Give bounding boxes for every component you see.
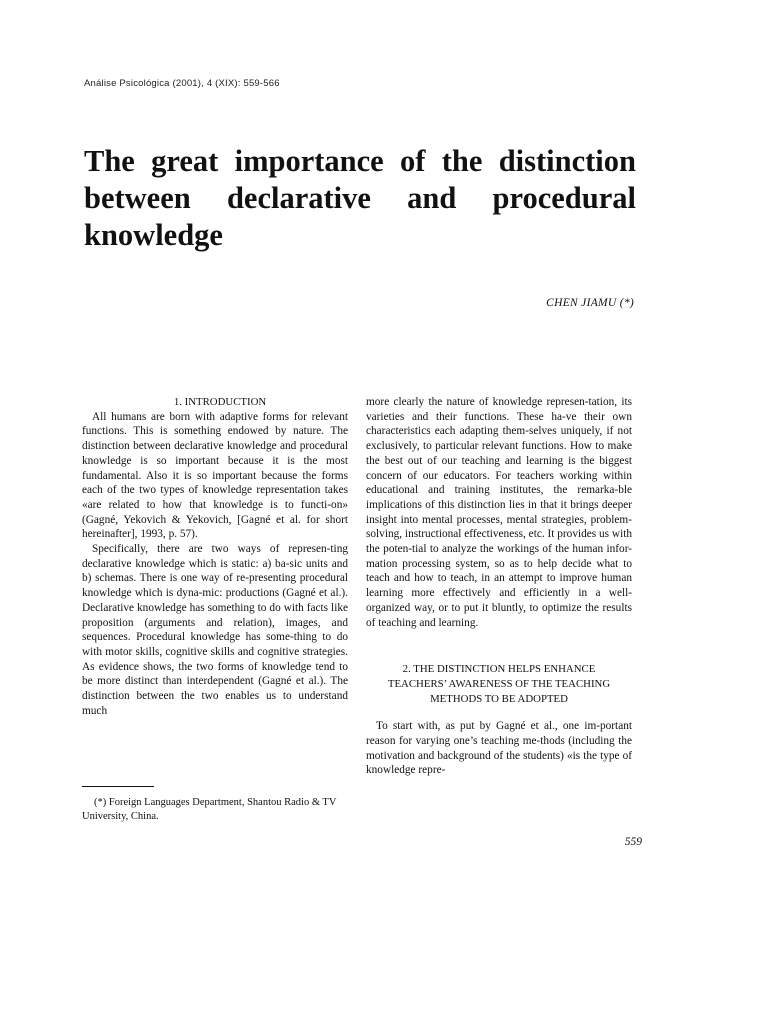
footnote-divider [82,786,154,787]
section-heading-line: 2. THE DISTINCTION HELPS ENHANCE [402,663,596,676]
section-heading-distinction [366,662,632,707]
body-paragraph: All humans are born with adaptive forms for relevant functions. This is something endowed by nature. The distinction between declarative knowledge and procedural knowledge is so important because it is the most fundamental. Also it is so important because the forms each of the two types of knowledge representation takes «are related to how that knowledge is to functi-on» (Gagné, Yekovich & Yekovich, [Gagné et al. for short hereinafter], 1993, p. 57). [82,410,348,541]
section-heading-line: TEACHERS’ AWARENESS OF THE TEACHING [387,678,611,691]
section-heading-introduction: 1. INTRODUCTION [173,396,267,408]
page-number: 559 [624,836,642,848]
paper-title: The great importance of the distinction between declarative and procedural knowledge [84,144,636,252]
body-paragraph: To start with, as put by Gagné et al., one im-portant reason for varying one’s teaching me-thods (including the motivation and background of the students) «is the type of knowledge repre- [366,720,632,777]
right-column [366,395,632,778]
body-paragraph-continuation: more clearly the nature of knowledge represen-tation, its varieties and their functions. These ha-ve their own characteristics each adapting them-selves uniquely, if not exclusively, to particular relevant functions. How to make the best out of our teaching and learning is the biggest concern of our educators. For teachers working within educational and training institutes, the remarka-ble implications of this distinction lies in that it brings deeper insight into mental processes, mental strategies, problem-solving, instructional effectiveness, etc. It provides us with the poten-tial to analyze the workings of the human infor-mation processing system, so as to help decide what to teach and how to teach, in an attempt to improve human learning more effectively and efficiently in a well-organized way, or to put it bluntly, to optimize the results of teaching and learning. [366,396,632,629]
section-heading-line: METHODS TO BE ADOPTED [430,693,568,706]
journal-header: Análise Psicológica (2001), 4 (XIX): 559-566 [84,78,280,89]
footnote [82,796,348,823]
left-column [82,395,348,718]
author-name: CHEN JIAMU (*) [546,297,634,309]
body-paragraph: Specifically, there are two ways of represen-ting declarative knowledge which is static: a) ba-sic units and b) schemas. There is one way of re-presenting procedural knowledge which is dyna-mic: productions (Gagné et al.). Declarative knowledge has something to do with facts like proposition (arguments and relation), images, and sequences. Procedural knowledge has some-thing to do with motor skills, cognitive skills and cognitive strategies. As evidence shows, the two forms of knowledge tend to be more distinct than interdependent (Gagné et al.). The distinction between the two enables us to understand much [82,543,348,717]
footnote-text: (*) Foreign Languages Department, Shantou Radio & TV University, China. [82,797,337,822]
